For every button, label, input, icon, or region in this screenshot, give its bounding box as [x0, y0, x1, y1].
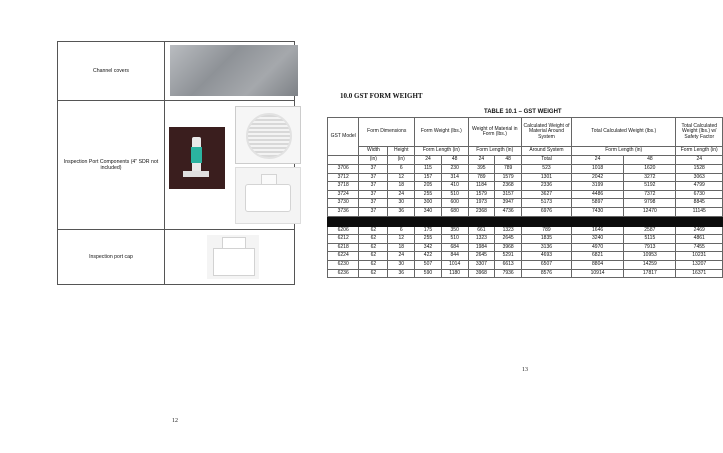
table-cell: 6236 — [328, 269, 359, 278]
component-label: Inspection Port Components (4" SDR not included) — [58, 101, 165, 230]
table-cell: 6218 — [328, 243, 359, 252]
table-cell: 12470 — [624, 207, 676, 216]
table-cell: 2368 — [495, 182, 522, 191]
table-cell: 1835 — [522, 235, 572, 244]
table-cell: 789 — [495, 165, 522, 174]
table-cell: 4693 — [522, 252, 572, 261]
column-subheader: Width — [359, 147, 388, 156]
table-cell: 410 — [441, 182, 468, 191]
header-row — [328, 156, 723, 165]
table-cell: 37 — [359, 173, 388, 182]
table-cell: 62 — [359, 243, 388, 252]
table-cell: 5192 — [624, 182, 676, 191]
column-subheader: Form Length (in) — [676, 147, 723, 156]
table-cell: 37 — [359, 199, 388, 208]
table-cell: 1180 — [441, 269, 468, 278]
table-cell: 157 — [415, 173, 442, 182]
table-cell: 1984 — [468, 243, 495, 252]
table-cell: 680 — [441, 207, 468, 216]
table-cell: 3947 — [495, 199, 522, 208]
component-photo-cell — [165, 101, 295, 230]
column-subheader: 24 — [571, 156, 623, 165]
table-cell: 789 — [468, 173, 495, 182]
table-row — [328, 207, 723, 216]
table-cell: 4486 — [571, 190, 623, 199]
table-cell: 8804 — [571, 260, 623, 269]
table-cell: 590 — [415, 269, 442, 278]
page-number-left: 12 — [172, 418, 178, 424]
table-cell: 3240 — [571, 235, 623, 244]
table-cell: 3724 — [328, 190, 359, 199]
group-separator-bar — [328, 216, 723, 226]
table-cell: 205 — [415, 182, 442, 191]
column-header: Calculated Weight of Material Around System — [522, 118, 572, 147]
table-cell: 844 — [441, 252, 468, 261]
table-cell: 6 — [388, 165, 415, 174]
table-cell: 6976 — [522, 207, 572, 216]
table-cell: 8576 — [522, 269, 572, 278]
table-cell: 37 — [359, 182, 388, 191]
component-label: Inspection port cap — [58, 230, 165, 285]
table-cell: 62 — [359, 252, 388, 261]
table-cell: 507 — [415, 260, 442, 269]
table-cell: 340 — [415, 207, 442, 216]
table-cell: 10953 — [624, 252, 676, 261]
column-subheader: 48 — [624, 156, 676, 165]
table-cell: 1323 — [468, 235, 495, 244]
table-cell: 1528 — [676, 165, 723, 174]
table-cell: 37 — [359, 165, 388, 174]
table-cell: 255 — [415, 235, 442, 244]
table-cell: 6224 — [328, 252, 359, 261]
table-cell: 2645 — [495, 235, 522, 244]
table-cell: 3136 — [522, 243, 572, 252]
table-cell: 37 — [359, 190, 388, 199]
table-cell: 6821 — [571, 252, 623, 261]
table-row — [328, 173, 723, 182]
table-row — [328, 190, 723, 199]
table-cell: 5291 — [495, 252, 522, 261]
inspection-port-tee-photo — [169, 127, 225, 189]
section-heading: 10.0 GST FORM WEIGHT — [340, 92, 423, 100]
table-cell: 30 — [388, 260, 415, 269]
table-cell: 62 — [359, 235, 388, 244]
table-cell: 1323 — [495, 226, 522, 235]
table-cell: 342 — [415, 243, 442, 252]
table-cell: 1014 — [441, 260, 468, 269]
table-cell: 10231 — [676, 252, 723, 261]
table-cell: 18 — [388, 243, 415, 252]
table-cell: 2469 — [676, 226, 723, 235]
column-subheader — [328, 156, 359, 165]
table-cell: 3272 — [624, 173, 676, 182]
column-subheader: 24 — [415, 156, 442, 165]
column-header: Form Weight (lbs.) — [415, 118, 468, 147]
table-cell: 37 — [359, 207, 388, 216]
table-body — [328, 165, 723, 278]
component-row — [58, 42, 295, 101]
component-photo-cell — [165, 230, 295, 285]
table-cell: 661 — [468, 226, 495, 235]
table-cell: 7913 — [624, 243, 676, 252]
column-subheader: Around System — [522, 147, 572, 156]
table-cell: 11145 — [676, 207, 723, 216]
column-subheader: 48 — [441, 156, 468, 165]
component-label: Channel covers — [58, 42, 165, 101]
table-cell: 115 — [415, 165, 442, 174]
table-cell: 2336 — [522, 182, 572, 191]
table-cell: 1579 — [468, 190, 495, 199]
table-cell: 6 — [388, 226, 415, 235]
table-cell: 17817 — [624, 269, 676, 278]
table-cell: 1184 — [468, 182, 495, 191]
table-caption: TABLE 10.1 – GST WEIGHT — [484, 109, 562, 115]
table-cell: 18 — [388, 182, 415, 191]
table-cell: 36 — [388, 207, 415, 216]
table-row — [328, 269, 723, 278]
table-cell: 3199 — [571, 182, 623, 191]
table-cell: 62 — [359, 260, 388, 269]
table-cell: 395 — [468, 165, 495, 174]
table-cell: 2645 — [468, 252, 495, 261]
table-cell: 1646 — [571, 226, 623, 235]
table-cell: 4861 — [676, 235, 723, 244]
table-cell: 12 — [388, 235, 415, 244]
table-cell: 3706 — [328, 165, 359, 174]
table-cell: 3063 — [676, 173, 723, 182]
gst-weight-table-wrapper — [327, 117, 718, 282]
table-cell: 24 — [388, 190, 415, 199]
column-subheader: 48 — [495, 156, 522, 165]
inspection-port-fitting-photo — [235, 167, 301, 224]
column-header: Total Calculated Weight (lbs.) — [571, 118, 676, 147]
component-photo-cell — [165, 42, 295, 101]
table-cell: 300 — [415, 199, 442, 208]
table-cell: 7936 — [495, 269, 522, 278]
table-cell: 4970 — [571, 243, 623, 252]
table-cell: 8845 — [676, 199, 723, 208]
table-cell: 5897 — [571, 199, 623, 208]
table-cell: 2042 — [571, 173, 623, 182]
inspection-port-cap-photo — [207, 235, 259, 279]
table-cell: 6613 — [495, 260, 522, 269]
header-row — [328, 118, 723, 147]
page-number-right: 13 — [522, 367, 528, 373]
header-row — [328, 147, 723, 156]
channel-cover-plate-photo — [170, 45, 298, 96]
table-cell: 3627 — [522, 190, 572, 199]
column-subheader: (in) — [359, 156, 388, 165]
column-header: Total Calculated Weight (lbs.) w/ Safety Factor — [676, 118, 723, 147]
gst-weight-table — [327, 117, 723, 278]
table-cell: 3968 — [468, 269, 495, 278]
table-cell: 6212 — [328, 235, 359, 244]
column-subheader: Form Length (in) — [468, 147, 521, 156]
table-cell: 510 — [441, 190, 468, 199]
table-row — [328, 260, 723, 269]
table-row — [328, 226, 723, 235]
table-cell: 62 — [359, 269, 388, 278]
column-subheader: Total — [522, 156, 572, 165]
table-cell: 5173 — [522, 199, 572, 208]
table-cell: 1301 — [522, 173, 572, 182]
components-table — [57, 41, 295, 285]
table-row — [328, 252, 723, 261]
table-cell: 684 — [441, 243, 468, 252]
column-header: GST Model — [328, 118, 359, 156]
table-cell: 3712 — [328, 173, 359, 182]
inspection-port-grate-photo — [235, 106, 301, 164]
column-subheader: Height — [388, 147, 415, 156]
table-cell: 2368 — [468, 207, 495, 216]
table-cell: 350 — [441, 226, 468, 235]
table-cell: 10914 — [571, 269, 623, 278]
table-cell: 4799 — [676, 182, 723, 191]
table-cell: 6206 — [328, 226, 359, 235]
table-cell: 3157 — [495, 190, 522, 199]
table-cell: 600 — [441, 199, 468, 208]
table-cell: 14259 — [624, 260, 676, 269]
table-cell: 6507 — [522, 260, 572, 269]
table-cell: 5115 — [624, 235, 676, 244]
component-row — [58, 101, 295, 230]
table-cell: 3736 — [328, 207, 359, 216]
table-cell: 1579 — [495, 173, 522, 182]
table-cell: 9798 — [624, 199, 676, 208]
table-cell: 3718 — [328, 182, 359, 191]
table-cell: 1018 — [571, 165, 623, 174]
column-subheader: (in) — [388, 156, 415, 165]
column-header: Form Dimensions — [359, 118, 415, 147]
table-cell: 62 — [359, 226, 388, 235]
table-cell: 230 — [441, 165, 468, 174]
table-cell: 7372 — [624, 190, 676, 199]
table-cell: 1973 — [468, 199, 495, 208]
table-cell: 6230 — [328, 260, 359, 269]
table-cell: 30 — [388, 199, 415, 208]
table-cell: 314 — [441, 173, 468, 182]
column-subheader: 24 — [468, 156, 495, 165]
table-row — [328, 199, 723, 208]
table-cell: 4736 — [495, 207, 522, 216]
column-subheader: Form Length (in) — [571, 147, 676, 156]
table-cell: 13207 — [676, 260, 723, 269]
table-cell: 6730 — [676, 190, 723, 199]
table-cell: 2587 — [624, 226, 676, 235]
table-cell: 1620 — [624, 165, 676, 174]
column-subheader: Form Length (in) — [415, 147, 468, 156]
table-cell: 255 — [415, 190, 442, 199]
table-cell: 3730 — [328, 199, 359, 208]
table-cell: 36 — [388, 269, 415, 278]
table-cell: 175 — [415, 226, 442, 235]
table-row — [328, 243, 723, 252]
component-row — [58, 230, 295, 285]
table-cell: 422 — [415, 252, 442, 261]
table-row — [328, 182, 723, 191]
table-cell: 16371 — [676, 269, 723, 278]
table-cell: 3307 — [468, 260, 495, 269]
table-cell: 3968 — [495, 243, 522, 252]
column-header: Weight of Material in Form (lbs.) — [468, 118, 521, 147]
table-cell: 12 — [388, 173, 415, 182]
table-cell: 7455 — [676, 243, 723, 252]
table-row — [328, 235, 723, 244]
table-cell: 24 — [388, 252, 415, 261]
group-separator-row — [328, 216, 723, 226]
table-cell: 789 — [522, 226, 572, 235]
table-row — [328, 165, 723, 174]
table-cell: 523 — [522, 165, 572, 174]
column-subheader: 24 — [676, 156, 723, 165]
table-cell: 7430 — [571, 207, 623, 216]
table-cell: 510 — [441, 235, 468, 244]
